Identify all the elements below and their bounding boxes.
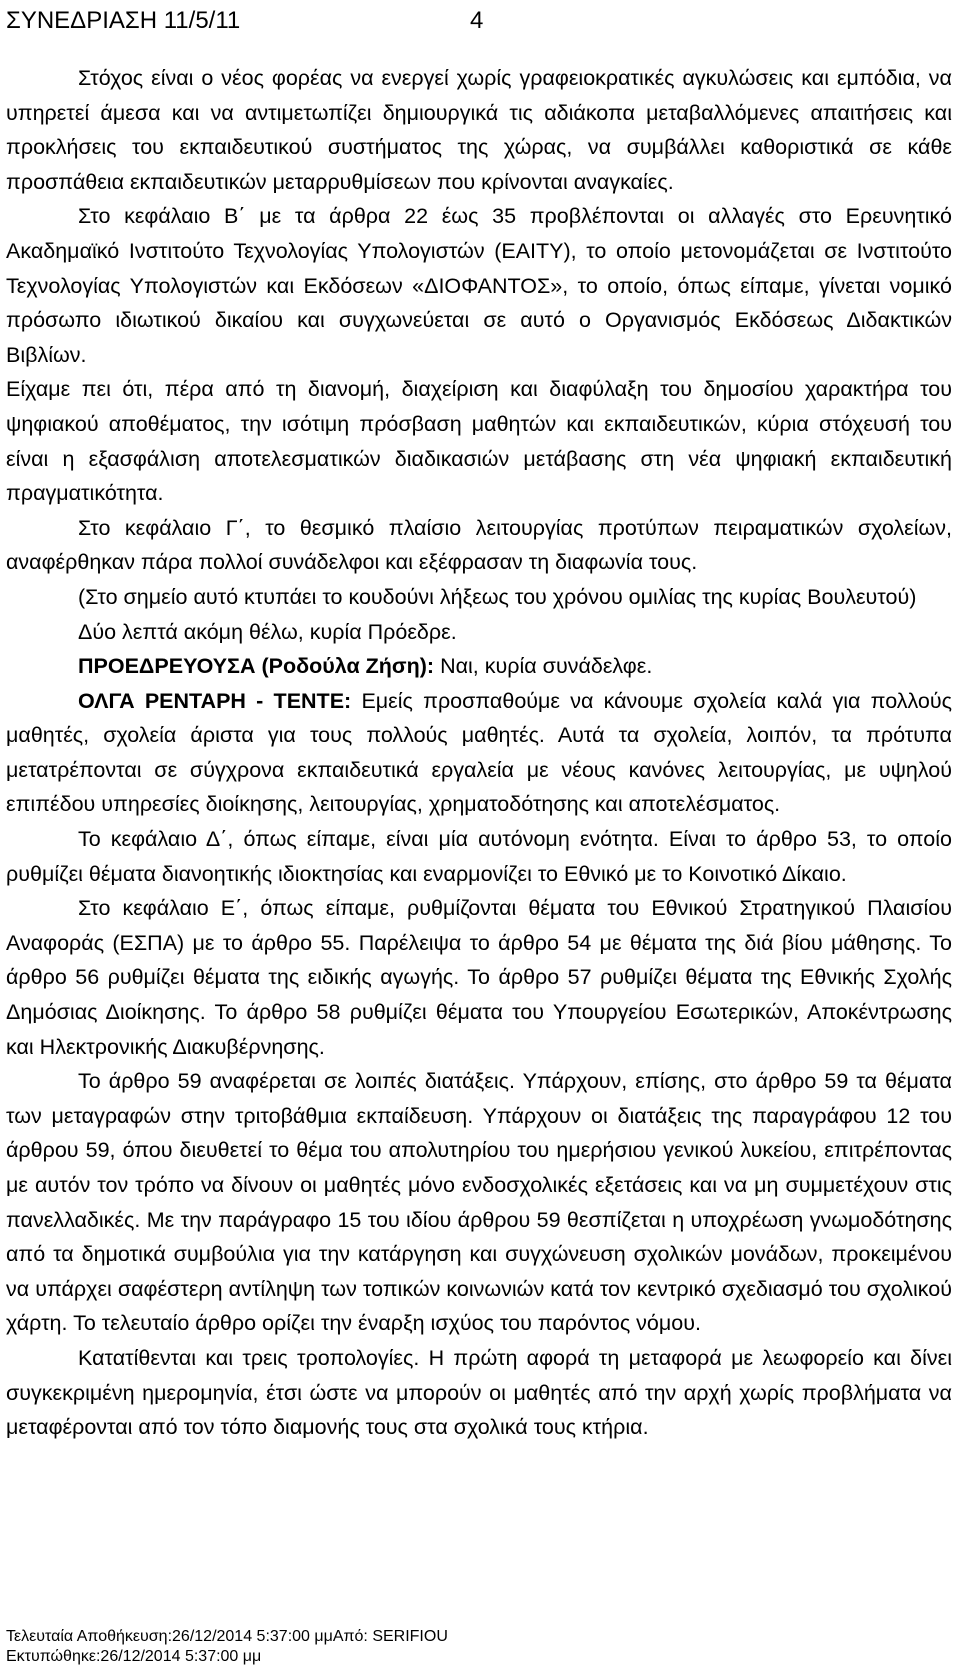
paragraph-text: Στο κεφάλαιο Γ΄, το θεσμικό πλαίσιο λειτουργίας προτύπων πειραματικών σχολείων, αναφέρθηκαν πάρα πολλοί συνάδελφοι και εξέφρασαν τη διαφωνία τους. [6, 515, 952, 575]
paragraph-8 [6, 684, 952, 822]
paragraph-text: Στόχος είναι ο νέος φορέας να ενεργεί χωρίς γραφειοκρατικές αγκυλώσεις και εμπόδια, να υπηρετεί άμεσα και να αντιμετωπίζει δημιουργικά τις αδιάκοπα μεταβαλλόμενες απαιτήσεις και προκλήσεις του εκπαιδευτικού συστήματος της χώρας, να συμβάλλει καθοριστικά σε κάθε προσπάθεια εκπαιδευτικών μεταρρυθμίσεων που κρίνονται αναγκαίες. [6, 66, 952, 194]
paragraph-text: Το άρθρο 59 αναφέρεται σε λοιπές διατάξεις. Υπάρχουν, επίσης, στο άρθρο 59 τα θέματα των μεταγραφών στην τριτοβάθμια εκπαίδευση. Υπάρχουν οι διατάξεις της παραγράφου 12 του άρθρου 59, όπου διευθετεί το θέμα του απολυτηρίου του ημερήσιου γενικού λυκείου, επιτρέποντας με αυτόν τον τρόπο να δίνουν οι μαθητές μόνο ενδοσχολικές εξετάσεις και να μη συμμετέχουν στις πανελλαδικές. Με την παράγραφο 15 του ιδίου άρθρου 59 θεσπίζεται η υποχρέωση γνωμοδότησης από τα δημοτικά συμβούλια για την κατάργηση και συγχώνευση σχολικών μονάδων, προκειμένου να υπάρχει σαφέστερη αντίληψη των τοπικών κοινωνιών κατά τον κεντρικό σχεδιασμό του σχολικού χάρτη. Το τελευταίο άρθρο ορίζει την έναρξη ισχύος του παρόντος νόμου. [6, 1069, 952, 1336]
paragraph-7 [6, 649, 952, 684]
paragraph-1 [6, 61, 952, 199]
paragraph-3 [6, 372, 952, 510]
paragraph-10 [6, 891, 952, 1064]
paragraph-text: Εμείς προσπαθούμε να κάνουμε σχολεία καλά για πολλούς μαθητές, σχολεία άριστα για τους πολλούς μαθητές. Αυτά τα σχολεία, λοιπόν, τα πρότυπα μετατρέπονται σε σύγχρονα εκπαιδευτικά εργαλεία με νέους κανόνες λειτουργίας, με υψηλού επιπέδου υπηρεσίες διοίκησης, λειτουργίας, χρηματοδότησης και αποτελέσματος. [6, 688, 952, 817]
paragraph-6 [6, 615, 952, 650]
paragraph-12 [6, 1341, 952, 1445]
paragraph-text: Δύο λεπτά ακόμη θέλω, κυρία Πρόεδρε. [78, 619, 457, 644]
paragraph-text: Είχαμε πει ότι, πέρα από τη διανομή, διαχείριση και διαφύλαξη του δημοσίου χαρακτήρα του ψηφιακού αποθέματος, την ισότιμη πρόσβαση μαθητών και εκπαιδευτικών, κύρια στόχευσή του είναι η εξασφάλιση αποτελεσματικών διαδικασιών μετάβασης στη νέα ψηφιακή εκπαιδευτική πραγματικότητα. [6, 377, 952, 506]
paragraph-text: (Στο σημείο αυτό κτυπάει το κουδούνι λήξεως του χρόνου ομιλίας της κυρίας Βουλευτού) [78, 584, 917, 609]
paragraph-text: Ναι, κυρία συνάδελφε. [440, 654, 653, 679]
paragraph-2 [6, 199, 952, 372]
speaker-name: ΠΡΟΕΔΡΕΥΟΥΣΑ (Ροδούλα Ζήση): [78, 654, 435, 679]
paragraph-text: Κατατίθενται και τρεις τροπολογίες. Η πρώτη αφορά τη μεταφορά με λεωφορείο και δίνει συγκεκριμένη ημερομηνία, έτσι ώστε να μπορούν οι μαθητές από την αρχή χωρίς προβλήματα να μεταφέρονται από τον τόπο διαμονής τους στα σχολικά τους κτήρια. [6, 1345, 952, 1440]
paragraph-text: Στο κεφάλαιο Ε΄, όπως είπαμε, ρυθμίζονται θέματα του Εθνικού Στρατηγικού Πλαισίου Αναφοράς (ΕΣΠΑ) με το άρθρο 55. Παρέλειψα το άρθρο 54 με θέματα της διά βίου μάθησης. Το άρθρο 56 ρυθμίζει θέματα της ειδικής αγωγής. Το άρθρο 57 ρυθμίζει θέματα της Εθνικής Σχολής Δημόσιας Διοίκησης. Το άρθρο 58 ρυθμίζει θέματα του Υπουργείου Εσωτερικών, Αποκέντρωσης και Ηλεκτρονικής Διακυβέρνησης. [6, 896, 952, 1059]
document-body [6, 61, 952, 1445]
page-header [0, 6, 960, 42]
paragraph-5 [6, 580, 952, 615]
last-saved-line: Τελευταία Αποθήκευση:26/12/2014 5:37:00 μμΑπό: SERIFIOU [6, 1628, 448, 1645]
paragraph-text: Στο κεφάλαιο Β΄ με τα άρθρα 22 έως 35 προβλέπονται οι αλλαγές στο Ερευνητικό Ακαδημαϊκό Ινστιτούτο Τεχνολογίας Υπολογιστών (ΕΑΙΤΥ), το οποίο μετονομάζεται σε Ινστιτούτο Τεχνολογίας Υπολογιστών και Εκδόσεων «ΔΙΟΦΑΝΤΟΣ», το οποίο, όπως είπαμε, γίνεται νομικό πρόσωπο ιδιωτικού δικαίου και συγχωνεύεται σε αυτό ο Οργανισμός Εκδόσεως Διδακτικών Βιβλίων. [6, 204, 952, 367]
page-footer [6, 1627, 946, 1667]
speaker-name: ΟΛΓΑ ΡΕΝΤΑΡΗ - ΤΕΝΤΕ: [78, 688, 352, 713]
paragraph-11 [6, 1064, 952, 1341]
session-title: ΣΥΝΕΔΡΙΑΣΗ 11/5/11 [6, 7, 241, 34]
page-number: 4 [470, 7, 484, 34]
paragraph-9 [6, 822, 952, 891]
printed-line: Εκτυπώθηκε:26/12/2014 5:37:00 μμ [6, 1648, 262, 1665]
paragraph-text: Το κεφάλαιο Δ΄, όπως είπαμε, είναι μία αυτόνομη ενότητα. Είναι το άρθρο 53, το οποίο ρυθμίζει θέματα διανοητικής ιδιοκτησίας και εναρμονίζει το Εθνικό με το Κοινοτικό Δίκαιο. [6, 827, 952, 886]
paragraph-4 [6, 511, 952, 580]
